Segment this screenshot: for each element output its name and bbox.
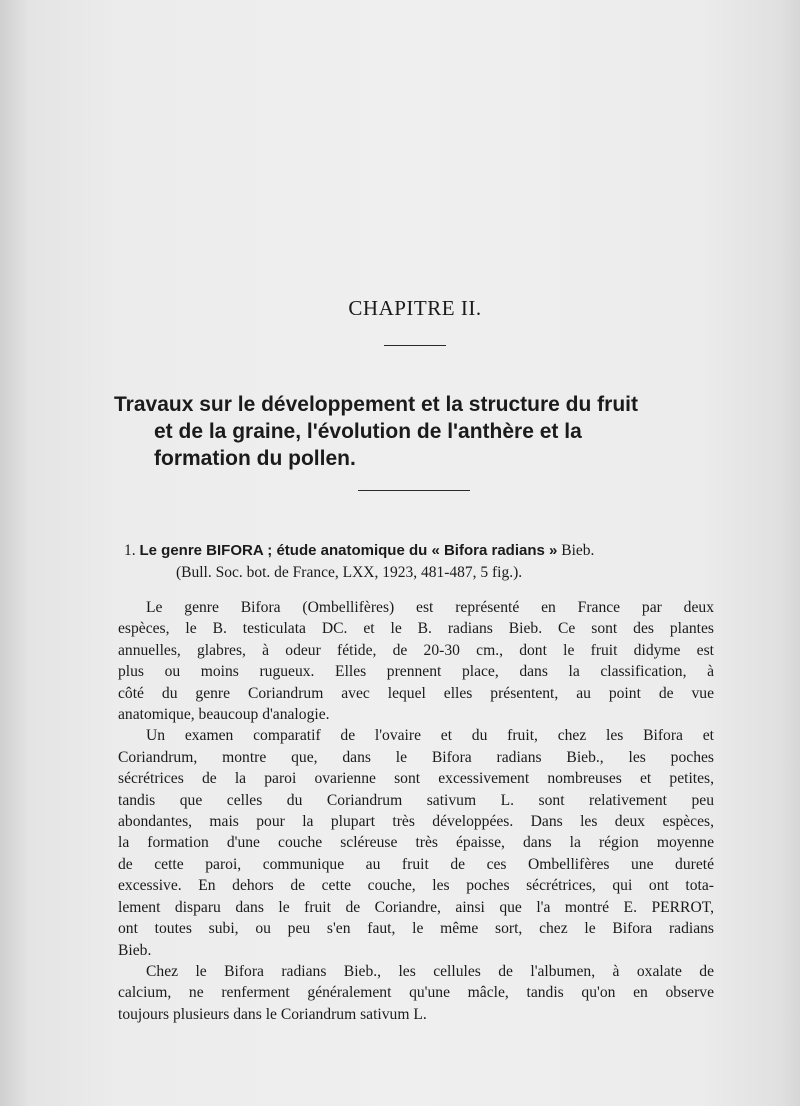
- paragraph: [118, 725, 714, 960]
- text-line: la formation d'une couche scléreuse très épaisse, dans la région moyenne: [118, 834, 714, 852]
- divider-rule: [358, 490, 470, 491]
- text-line: excessive. En dehors de cette couche, les poches sécrétrices, qui ont tota-: [118, 877, 714, 895]
- text-line: sécrétrices de la paroi ovarienne sont excessivement nombreuses et petites,: [118, 770, 714, 788]
- chapter-heading: CHAPITRE II.: [348, 296, 482, 320]
- paragraph: [118, 597, 714, 725]
- section-reference: (Bull. Soc. bot. de France, LXX, 1923, 481-487, 5 fig.).: [176, 564, 523, 581]
- divider-rule: [384, 345, 446, 346]
- section-author: Bieb.: [561, 542, 595, 559]
- text-line: abondantes, mais pour la plupart très développées. Dans les deux espèces,: [118, 813, 714, 831]
- text-line: Chez le Bifora radians Bieb., les cellules de l'albumen, à oxalate de: [146, 962, 714, 980]
- text-line: calcium, ne renferment généralement qu'une mâcle, tandis qu'on en observe: [118, 984, 714, 1002]
- text-line: Le genre Bifora (Ombellifères) est représenté en France par deux: [146, 599, 714, 616]
- body-text: [118, 597, 714, 1025]
- text-line: lement disparu dans le fruit de Coriandre, ainsi que l'a montré E. PERROT,: [118, 898, 714, 916]
- section-number: 1.: [124, 542, 136, 559]
- text-line: Coriandrum, montre que, dans le Bifora radians Bieb., les poches: [118, 748, 714, 766]
- text-line: annuelles, glabres, à odeur fétide, de 20-30 cm., dont le fruit didyme est: [118, 641, 714, 659]
- text-line: tandis que celles du Coriandrum sativum L. sont relativement peu: [118, 791, 714, 809]
- section-heading: [124, 540, 724, 584]
- text-line: Bieb.: [118, 941, 152, 959]
- title-line: formation du pollen.: [154, 447, 356, 470]
- title-line: et de la graine, l'évolution de l'anthère et la: [154, 420, 582, 443]
- text-line: plus ou moins rugueux. Elles prennent place, dans la classification, à: [118, 663, 714, 681]
- text-line: ont toutes subi, ou peu s'en faut, le même sort, chez le Bifora radians: [118, 920, 714, 938]
- text-line: toujours plusieurs dans le Coriandrum sativum L.: [118, 1005, 427, 1023]
- text-line: Un examen comparatif de l'ovaire et du fruit, chez les Bifora et: [146, 727, 714, 745]
- section-title: Le genre BIFORA ; étude anatomique du « Bifora radians »: [139, 542, 558, 559]
- text-line: espèces, le B. testiculata DC. et le B. radians Bieb. Ce sont des plantes: [118, 620, 714, 638]
- text-line: anatomique, beaucoup d'analogie.: [118, 706, 330, 724]
- chapter-title: [114, 391, 734, 472]
- text-line: de cette paroi, communique au fruit de ces Ombellifères une dureté: [118, 855, 714, 873]
- text-line: côté du genre Coriandrum avec lequel elles présentent, au point de vue: [118, 684, 714, 702]
- paragraph: [118, 961, 714, 1025]
- title-line: Travaux sur le développement et la structure du fruit: [114, 393, 638, 416]
